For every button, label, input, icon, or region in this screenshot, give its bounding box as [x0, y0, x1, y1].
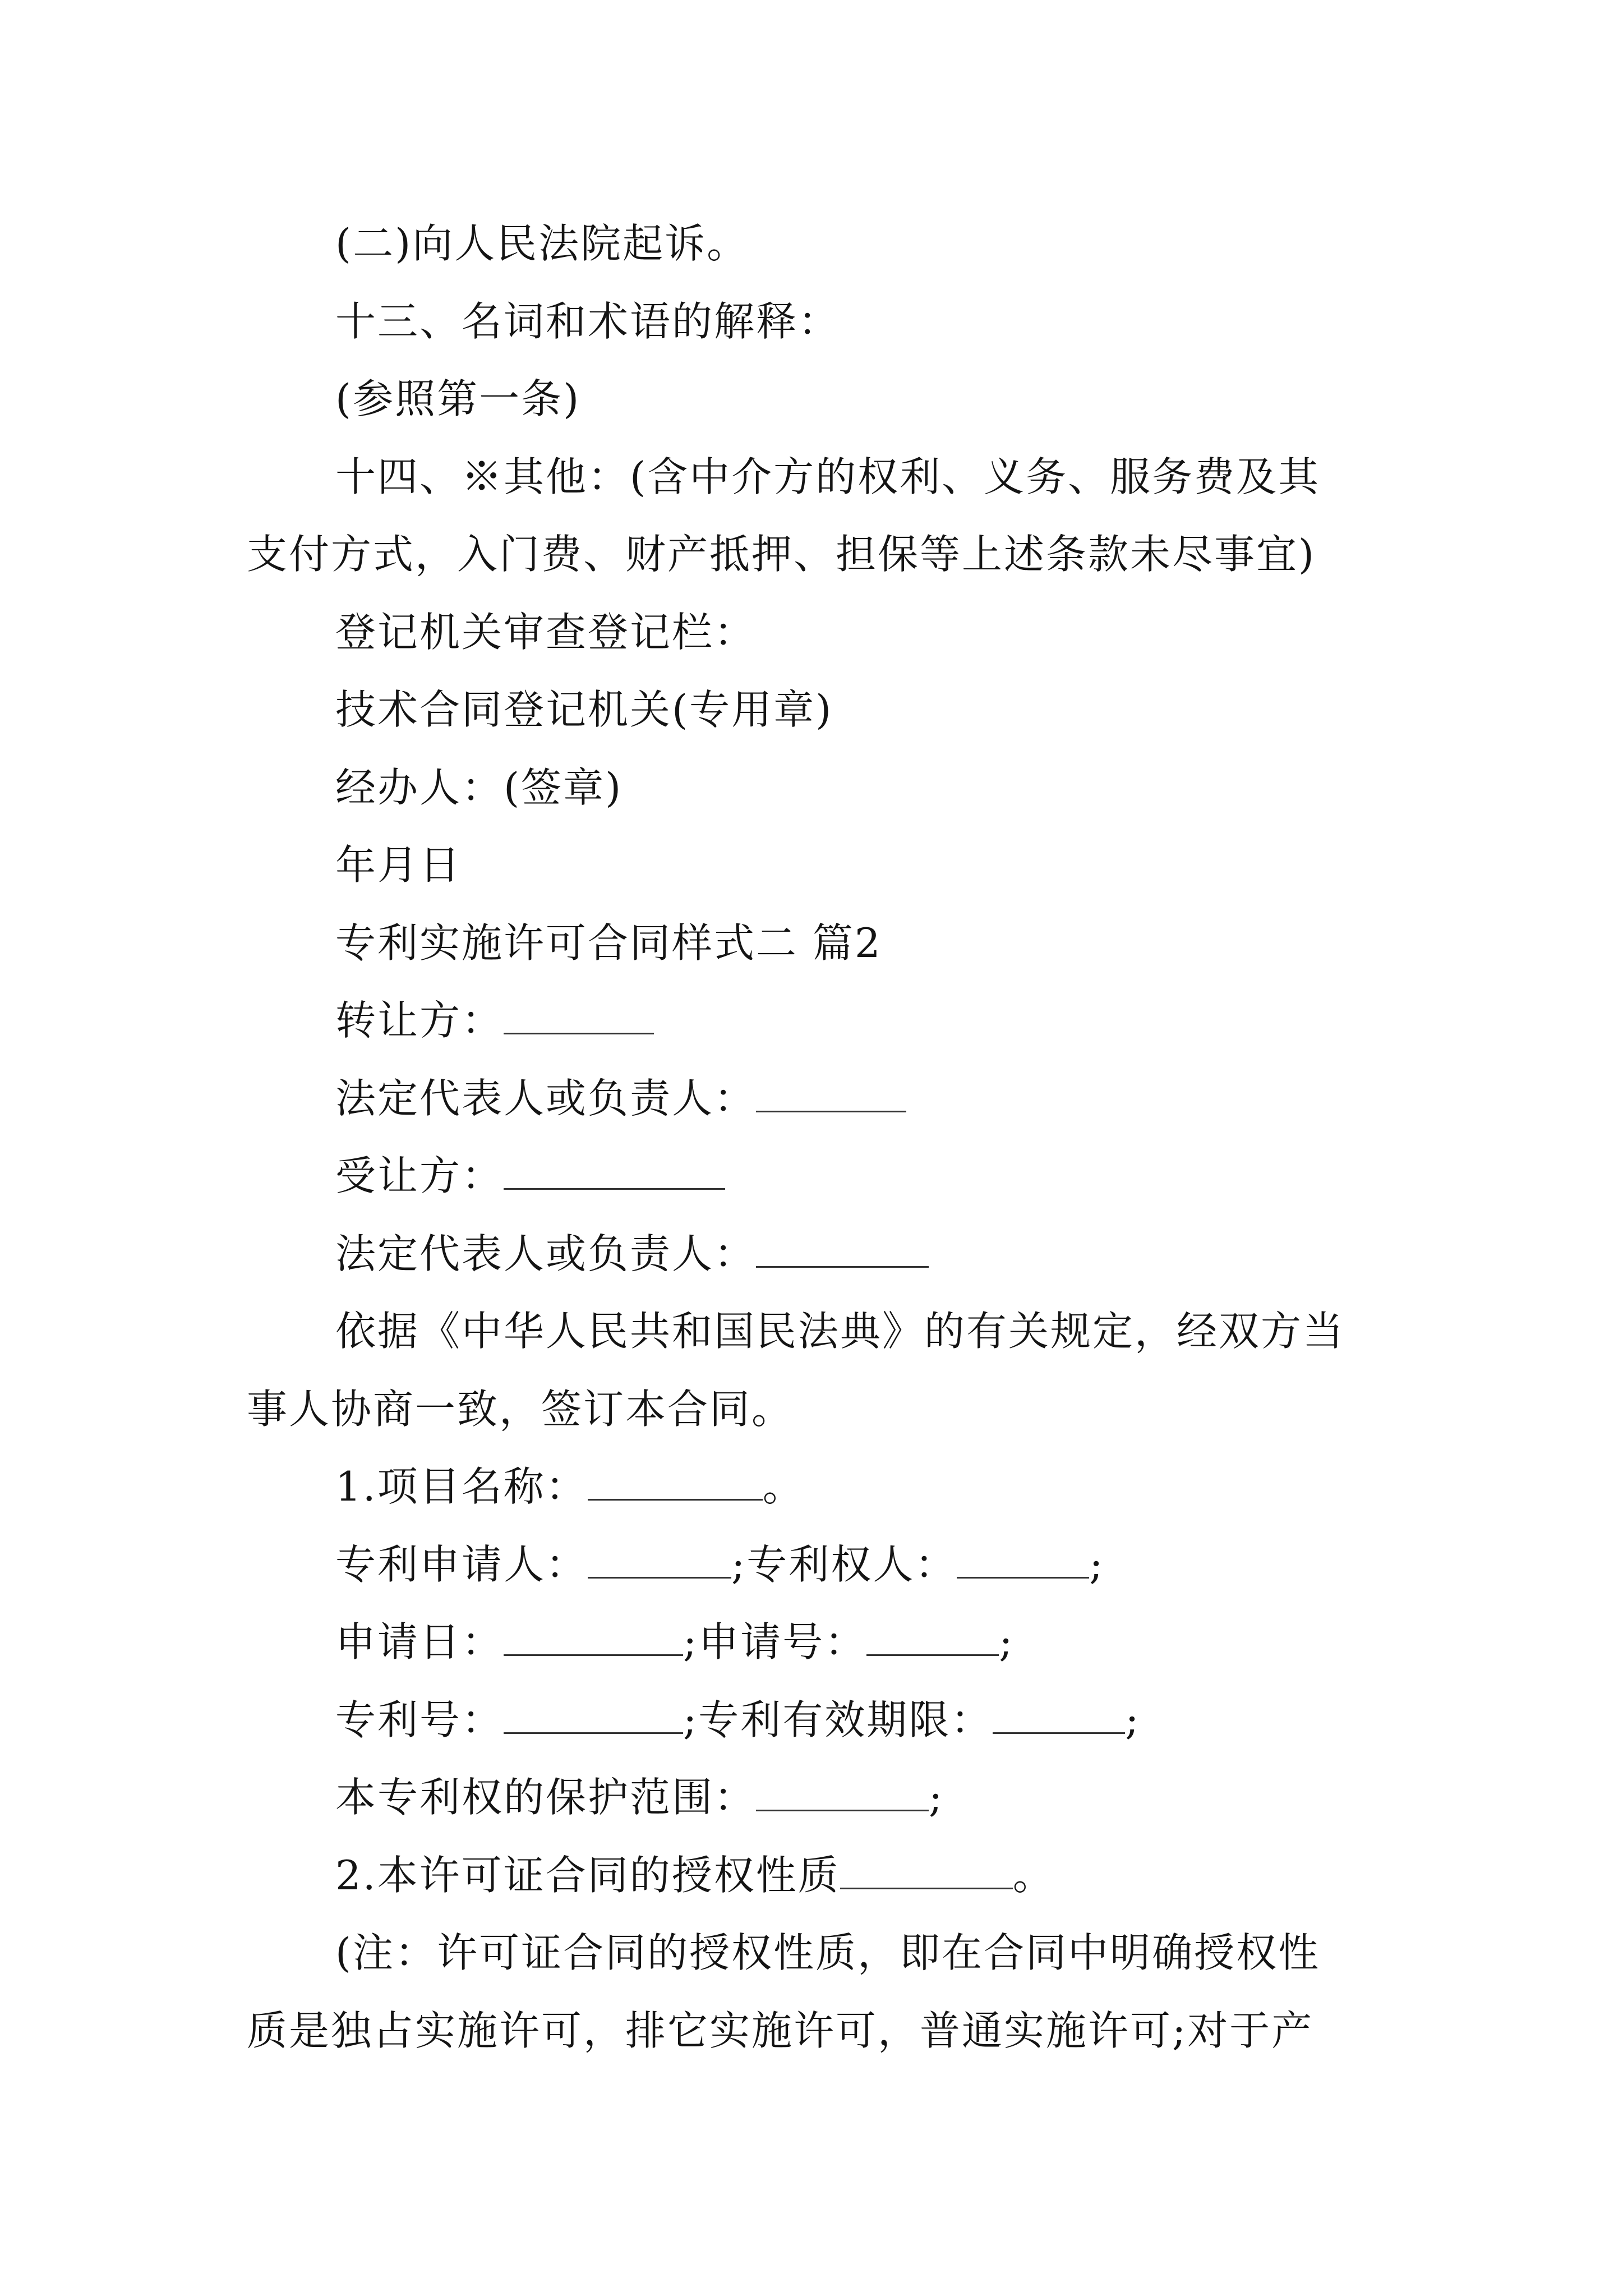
fill-in-blank — [993, 1699, 1125, 1734]
paragraph-line: 年月日 — [335, 841, 462, 889]
field-label: 法定代表人或负责人： — [335, 1075, 757, 1122]
field-suffix: ; — [999, 1618, 1015, 1665]
form-field-license-nature — [335, 1848, 1055, 1902]
field-label: 专利号： — [335, 1696, 504, 1743]
field-label: 申请日： — [335, 1618, 504, 1665]
form-field-application-date — [335, 1615, 1015, 1669]
field-suffix: 。 — [1012, 1852, 1055, 1899]
field-label: ;专利权人： — [731, 1541, 957, 1588]
form-field-project-name — [335, 1460, 805, 1513]
field-suffix: ; — [1089, 1541, 1105, 1588]
field-suffix: ; — [929, 1774, 944, 1821]
fill-in-blank — [588, 1543, 731, 1579]
paragraph-line: 经办人：(签章) — [335, 764, 623, 811]
paragraph-line: (参照第一条) — [335, 375, 581, 422]
fill-in-blank — [756, 1232, 929, 1268]
form-field-transferor-representative — [335, 1071, 906, 1125]
field-label: 1.项目名称： — [335, 1463, 588, 1510]
paragraph-line: (注：许可证合同的授权性质，即在合同中明确授权性 — [335, 1929, 1321, 1976]
paragraph-line: 支付方式，入门费、财产抵押、担保等上述条款未尽事宜) — [247, 531, 1316, 578]
paragraph-line: 登记机关审查登记栏： — [335, 609, 757, 656]
field-label: 转让方： — [335, 997, 504, 1044]
field-label: ;专利有效期限： — [683, 1696, 993, 1743]
paragraph-line: (二)向人民法院起诉。 — [335, 220, 749, 267]
document-title: 专利实施许可合同样式二 篇2 — [335, 919, 882, 967]
form-field-transferee-representative — [335, 1227, 929, 1281]
field-label: 2.本许可证合同的授权性质 — [335, 1852, 840, 1899]
fill-in-blank — [866, 1621, 999, 1656]
field-label: 受让方： — [335, 1152, 504, 1199]
fill-in-blank — [504, 1154, 725, 1190]
paragraph-line: 依据《中华人民共和国民法典》的有关规定，经双方当 — [335, 1308, 1345, 1355]
fill-in-blank — [504, 1699, 683, 1734]
fill-in-blank — [756, 1776, 929, 1811]
paragraph-line: 质是独占实施许可，排它实施许可，普通实施许可;对于产 — [247, 2007, 1314, 2054]
field-label: 专利申请人： — [335, 1541, 588, 1588]
paragraph-line: 技术合同登记机关(专用章) — [335, 686, 833, 733]
form-field-transferee — [335, 1149, 725, 1203]
fill-in-blank — [588, 1465, 763, 1501]
field-label: 本专利权的保护范围： — [335, 1774, 757, 1821]
form-field-transferor — [335, 993, 654, 1047]
section-heading: 十三、名词和术语的解释： — [335, 298, 841, 345]
field-suffix: ; — [1125, 1696, 1141, 1743]
form-field-protection-scope — [335, 1770, 944, 1824]
field-suffix: 。 — [762, 1463, 805, 1510]
fill-in-blank — [957, 1543, 1089, 1579]
fill-in-blank — [504, 999, 654, 1034]
form-field-patent-number — [335, 1693, 1141, 1747]
field-label: ;申请号： — [683, 1618, 867, 1665]
field-label: 法定代表人或负责人： — [335, 1230, 757, 1277]
form-field-patent-applicant — [335, 1538, 1105, 1591]
paragraph-line: 事人协商一致，签订本合同。 — [247, 1386, 794, 1433]
fill-in-blank — [756, 1077, 906, 1112]
fill-in-blank — [840, 1854, 1013, 1889]
fill-in-blank — [504, 1621, 683, 1656]
section-heading: 十四、※其他：(含中介方的权利、义务、服务费及其 — [335, 453, 1321, 500]
